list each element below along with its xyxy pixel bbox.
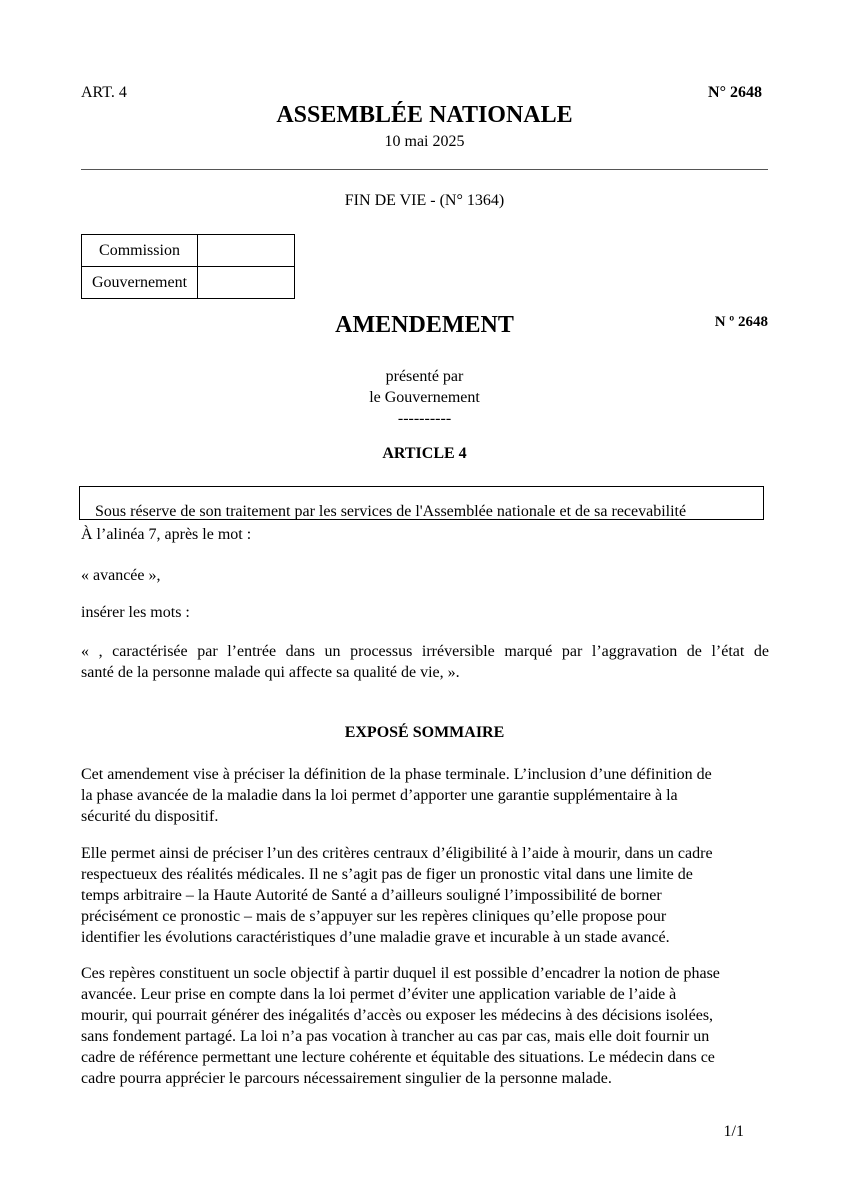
expose-paragraph-1 [81, 764, 769, 827]
expose-line: précisément ce pronostic – mais de s’appuyer sur les repères cliniques qu’elle propose pour [81, 908, 667, 925]
expose-line: Elle permet ainsi de préciser l’un des critères centraux d’éligibilité à l’aide à mourir, dans un cadre [81, 845, 713, 862]
body-paragraph-4 [81, 641, 769, 683]
body-line: « , caractérisée par l’entrée dans un processus irréversible marqué par l’aggravation de l’état de [81, 643, 769, 660]
document-date: 10 mai 2025 [384, 133, 465, 150]
expose-line: Ces repères constituent un socle objectif à partir duquel il est possible d’encadrer la notion de phase [81, 965, 720, 982]
table-row [82, 235, 295, 267]
presented-by-separator: ---------- [397, 410, 452, 427]
expose-line: cadre de référence permettant une lecture cohérente et équitable des situations. Le médecin dans ce [81, 1049, 715, 1066]
status-label-commission: Commission [82, 235, 198, 267]
expose-paragraph-2 [81, 843, 769, 948]
body-paragraph-2: « avancée », [81, 567, 161, 584]
expose-line: sécurité du dispositif. [81, 808, 219, 825]
presented-by-author: le Gouvernement [369, 389, 480, 406]
body-paragraph-1: À l’alinéa 7, après le mot : [81, 526, 252, 543]
expose-line: Cet amendement vise à préciser la définition de la phase terminale. L’inclusion d’une définition de [81, 766, 712, 783]
status-table [81, 234, 295, 299]
expose-line: la phase avancée de la maladie dans la loi permet d’apporter une garantie supplémentaire à la [81, 787, 678, 804]
amendment-title: AMENDEMENT [335, 312, 514, 338]
expose-line: identifier les évolutions caractéristiques d’une maladie grave et incurable à un stade avancé. [81, 929, 670, 946]
expose-line: mourir, qui pourrait générer des inégalités d’accès ou exposer les médecins à des décisions isolées, [81, 1007, 714, 1024]
table-row [82, 267, 295, 299]
bill-title: FIN DE VIE - (N° 1364) [344, 192, 505, 209]
expose-line: temps arbitraire – la Haute Autorité de Santé a d’ailleurs souligné l’impossibilité de borner [81, 887, 662, 904]
expose-line: respectueux des réalités médicales. Il ne s’agit pas de figer un pronostic vital dans une limite de [81, 866, 693, 883]
amendment-number-header: N° 2648 [708, 84, 762, 101]
header-divider [81, 169, 768, 170]
expose-line: cadre pourra apprécier le parcours nécessairement singulier de la personne malade. [81, 1070, 612, 1087]
presented-by-line: présenté par [385, 368, 464, 385]
amendment-number: N º 2648 [714, 314, 768, 330]
expose-paragraph-3 [81, 963, 769, 1089]
article-heading: ARTICLE 4 [382, 445, 467, 462]
status-value-gouvernement [198, 267, 295, 299]
presented-by [0, 366, 849, 429]
status-value-commission [198, 235, 295, 267]
body-line: santé de la personne malade qui affecte sa qualité de vie, ». [81, 664, 460, 681]
expose-line: avancée. Leur prise en compte dans la loi permet d’éviter une application variable de l’aide à [81, 986, 677, 1003]
expose-heading: EXPOSÉ SOMMAIRE [344, 724, 505, 741]
body-paragraph-3: insérer les mots : [81, 604, 190, 621]
assembly-title: ASSEMBLÉE NATIONALE [276, 102, 573, 128]
expose-line: sans fondement partagé. La loi n’a pas vocation à trancher au cas par cas, mais elle doit fournir un [81, 1028, 710, 1045]
notice-text: Sous réserve de son traitement par les services de l'Assemblée nationale et de sa recevabilité [95, 503, 687, 520]
page-number: 1/1 [723, 1123, 744, 1140]
status-label-gouvernement: Gouvernement [82, 267, 198, 299]
article-label: ART. 4 [81, 84, 127, 101]
